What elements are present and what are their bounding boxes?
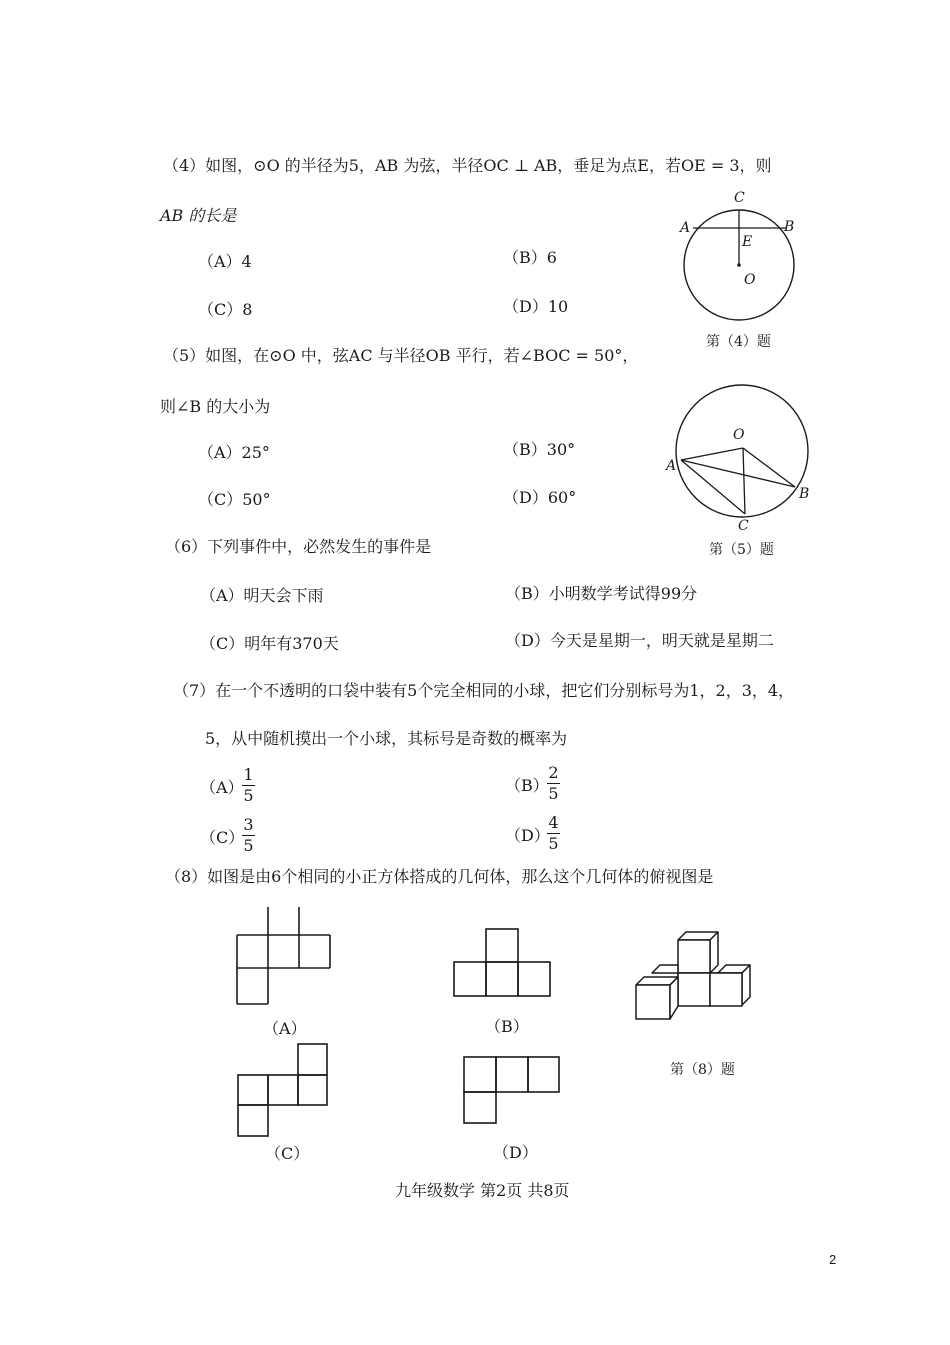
q8-option-c-view [232,1040,332,1140]
q6-option-d: （D）今天是星期一，明天就是星期二 [505,631,774,650]
q8-stem: （8）如图是由6个相同的小正方体搭成的几何体，那么这个几何体的俯视图是 [165,867,714,886]
q4-label-a: A [680,220,691,236]
q5-option-d: （D）60° [503,488,577,507]
q7-option-a-denominator: 5 [243,786,254,805]
q7-option-b-denominator: 5 [548,784,559,803]
q5-option-a: （A）25° [198,443,270,462]
q8-option-a-label: （A） [263,1019,307,1038]
page-footer: 九年级数学 第2页 共8页 [395,1181,570,1200]
q4-option-b: （B）6 [503,248,557,267]
q6-option-b: （B）小明数学考试得99分 [505,584,698,603]
q7-option-c-fraction [242,816,255,855]
q5-stem-line2: 则∠B 的大小为 [160,397,271,416]
q7-option-b-fraction [547,764,560,803]
q5-radius-oc [743,448,745,514]
q7-option-b-numerator: 2 [548,763,559,782]
q8-option-c-label: （C） [265,1144,310,1163]
q7-option-d-prefix: （D） [505,826,550,845]
q7-option-d-denominator: 5 [548,834,559,853]
q6-stem: （6）下列事件中，必然发生的事件是 [165,537,432,556]
q5-segment-ao [681,448,743,460]
q7-option-b-prefix: （B） [505,776,549,795]
q7-option-c-denominator: 5 [243,836,254,855]
q4-center-dot [737,263,741,267]
q4-stem-line1: （4）如图，⊙O 的半径为5，AB 为弦，半径OC ⊥ AB，垂足为点E，若OE = 3，则 [163,156,772,175]
q4-option-d: （D）10 [503,297,569,316]
q5-figure [660,380,820,540]
q8-option-d-label: （D） [493,1143,538,1162]
q4-figure [660,180,820,330]
q5-label-o: O [733,427,745,443]
q5-label-a: A [666,458,677,474]
q8-option-b-label: （B） [485,1017,529,1036]
q8-3d-figure [630,925,760,1025]
q8-option-a-view [230,905,340,1010]
q5-circle [676,385,808,517]
q4-option-c: （C）8 [198,300,253,319]
q7-option-d-numerator: 4 [548,813,559,832]
q5-option-b: （B）30° [503,440,576,459]
q4-label-o: O [744,272,756,288]
q5-label-c: C [738,518,749,534]
q5-label-b: B [799,486,810,502]
q7-stem-line1: （7）在一个不透明的口袋中装有5个完全相同的小球，把它们分别标号为1，2，3，4， [173,681,795,700]
q6-option-c: （C）明年有370天 [200,634,339,653]
q4-caption: 第（4）题 [706,334,771,350]
q7-option-c-numerator: 3 [243,815,254,834]
q7-option-a-fraction [242,766,255,805]
q4-label-b: B [784,219,795,235]
page-number: 2 [829,1252,837,1267]
q8-option-d-view [460,1053,565,1128]
q7-option-d-fraction [547,814,560,853]
q4-stem-line2: AB 的长是 [160,206,237,225]
q4-label-c: C [734,190,745,206]
q4-label-e: E [742,234,753,250]
q7-option-a-prefix: （A） [200,778,244,797]
q7-option-c-prefix: （C） [200,828,245,847]
q8-caption: 第（8）题 [670,1062,735,1078]
q6-option-a: （A）明天会下雨 [200,586,324,605]
q5-option-c: （C）50° [198,490,271,509]
q5-stem-line1: （5）如图，在⊙O 中，弦AC 与半径OB 平行，若∠BOC = 50°， [163,346,639,365]
q5-caption: 第（5）题 [709,542,774,558]
q7-stem-line2: 5，从中随机摸出一个小球，其标号是奇数的概率为 [205,729,568,748]
q7-option-a-numerator: 1 [243,765,254,784]
q8-option-b-view [450,925,555,1000]
q4-option-a: （A）4 [198,252,252,271]
